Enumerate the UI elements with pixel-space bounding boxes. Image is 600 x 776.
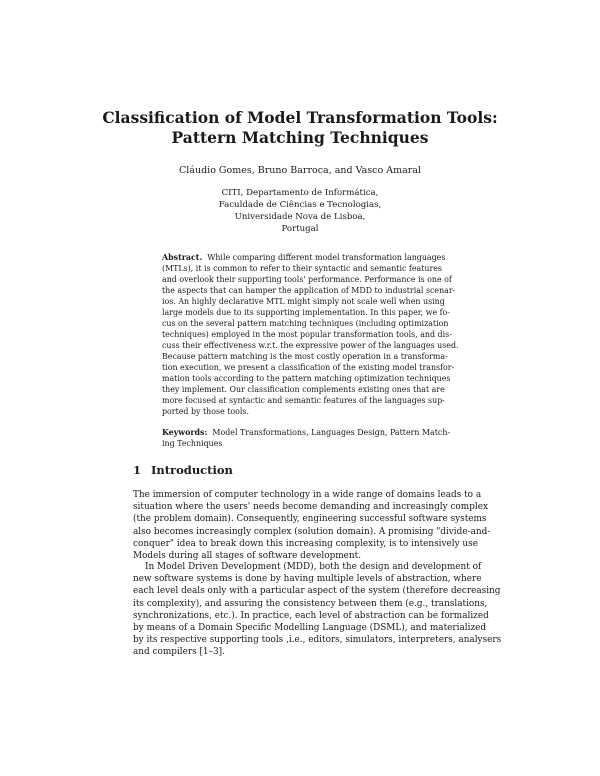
abstract-line: (MTLs), it is common to refer to their syntactic and semantic features: [162, 264, 442, 273]
paragraph-line: and compilers [1–3].: [133, 647, 225, 658]
affiliation-line: Universidade Nova de Lisboa,: [234, 212, 366, 222]
abstract-line: Because pattern matching is the most costly operation in a transforma-: [162, 352, 448, 361]
affiliation-line: CITI, Departamento de Informática,: [221, 188, 379, 198]
abstract-line: ios. An highly declarative MTL might simply not scale well when using: [162, 297, 445, 306]
abstract-line: they implement. Our classification complements existing ones that are: [162, 385, 445, 394]
abstract-line: techniques) employed in the most popular transformation tools, and dis-: [162, 330, 452, 339]
paragraph-line: each level deals only with a particular aspect of the system (therefore decreasing: [133, 586, 501, 597]
title-line: Classification of Model Transformation Tools:: [102, 108, 498, 127]
author-list: Cláudio Gomes, Bruno Barroca, and Vasco Amaral: [178, 165, 422, 176]
keywords: [162, 427, 451, 449]
abstract-line: mation tools according to the pattern matching optimization techniques: [162, 374, 451, 383]
section-title: Introduction: [151, 463, 233, 477]
abstract-line: large models due to its supporting implementation. In this paper, we fo-: [162, 308, 450, 317]
abstract-line: [162, 252, 446, 263]
paragraph-line: conquer" idea to break down this increasing complexity, is to intensively use: [133, 538, 478, 549]
abstract: [162, 252, 459, 417]
paragraph-line: by its respective supporting tools ,i.e., editors, simulators, interpreters, analysers: [133, 635, 502, 646]
abstract-line: and overlook their supporting tools' performance. Performance is one of: [162, 275, 452, 284]
paragraph-line: In Model Driven Development (MDD), both the design and development of: [145, 562, 482, 572]
paragraph-line: situation where the users' needs become demanding and increasingly complex: [133, 502, 488, 513]
abstract-label: Abstract.: [162, 253, 203, 262]
title-line: Pattern Matching Techniques: [171, 128, 429, 147]
paragraph-line: new software systems is done by having multiple levels of abstraction, where: [133, 574, 482, 585]
abstract-line: ported by those tools.: [162, 407, 249, 416]
section-number: 1: [133, 463, 142, 477]
keywords-text: Model Transformations, Languages Design, Pattern Match-: [212, 428, 451, 437]
keywords-line: ing Techniques: [162, 439, 223, 448]
keywords-label: Keywords:: [162, 428, 208, 437]
paragraph-line: Models during all stages of software development.: [133, 551, 362, 562]
section-heading: [133, 463, 233, 477]
intro-paragraph-1: [133, 489, 491, 562]
paragraph-line: its complexity), and assuring the consistency between them (e.g., translations,: [133, 598, 488, 609]
abstract-line: tion execution, we present a classification of the existing model transfor-: [162, 363, 455, 372]
paragraph-line: by means of a Domain Specific Modelling Language (DSML), and materialized: [133, 623, 487, 634]
affiliation-line: Portugal: [281, 224, 319, 234]
paragraph-line: synchronizations, etc.). In practice, each level of abstraction can be formalized: [133, 610, 489, 621]
abstract-line: cuss their effectiveness w.r.t. the expressive power of the languages used.: [162, 341, 459, 350]
affiliation-line: Faculdade de Ciências e Tecnologias,: [218, 200, 382, 210]
paper-title: [100, 108, 500, 148]
paragraph-line: (the problem domain). Consequently, engineering successful software systems: [133, 514, 487, 525]
abstract-line: more focused at syntactic and semantic features of the languages sup-: [162, 396, 445, 405]
abstract-line: cus on the several pattern matching techniques (including optimization: [162, 319, 449, 328]
paragraph-line: also becomes increasingly complex (solution domain). A promising "divide-and-: [133, 526, 491, 537]
affiliation: [150, 187, 450, 235]
intro-paragraph-2: [133, 561, 502, 659]
abstract-text: While comparing different model transformation languages: [207, 253, 446, 262]
paragraph-line: The immersion of computer technology in a wide range of domains leads to a: [133, 490, 482, 500]
keywords-line: [162, 427, 451, 438]
abstract-line: the aspects that can hamper the application of MDD to industrial scenar-: [162, 286, 456, 295]
